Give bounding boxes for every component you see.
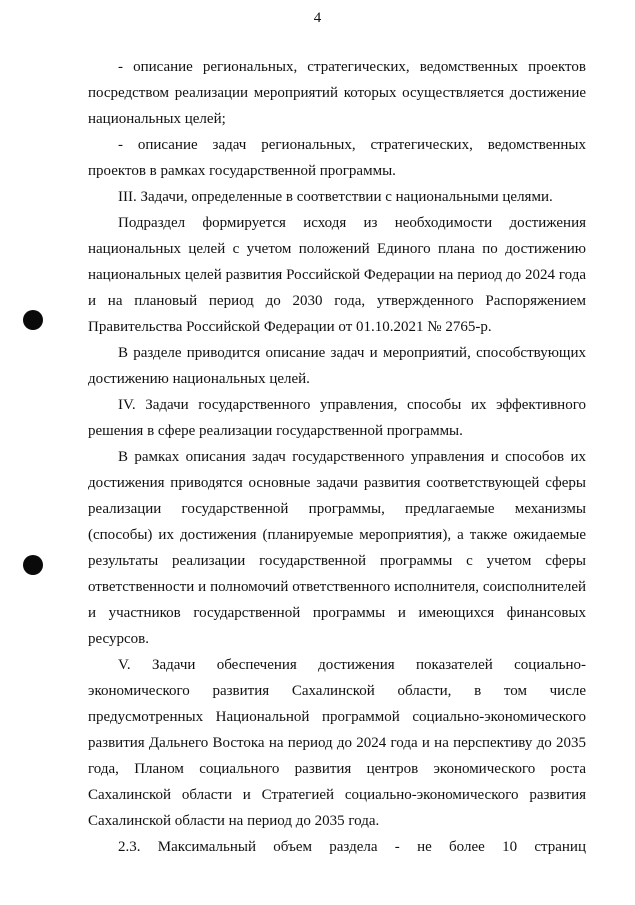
section-heading: IV. Задачи государственного управления, способы их эффективного bbox=[118, 397, 586, 413]
text-line: и на плановый период до 2030 года, утвержденного Распоряжением bbox=[88, 293, 586, 309]
text-line: достижению национальных целей. bbox=[88, 371, 310, 387]
text-line: национальных целей с учетом положений Единого плана по достижению bbox=[88, 241, 586, 257]
text-line: национальных целей; bbox=[88, 111, 226, 127]
text-line: реализации государственной программы, предлагаемые механизмы bbox=[88, 501, 586, 517]
text-line: предусмотренных Национальной программой социально-экономического bbox=[88, 709, 586, 725]
text-line: Подраздел формируется исходя из необходимости достижения bbox=[118, 215, 586, 231]
text-line: ответственности и полномочий ответственного исполнителя, соисполнителей bbox=[88, 579, 586, 595]
section-heading: III. Задачи, определенные в соответствии с национальными целями. bbox=[118, 189, 553, 205]
text-line: результаты реализации государственной программы с учетом сферы bbox=[88, 553, 586, 569]
text-line: - описание задач региональных, стратегических, ведомственных bbox=[118, 137, 586, 153]
punch-hole bbox=[23, 310, 43, 330]
text-line: проектов в рамках государственной программы. bbox=[88, 163, 396, 179]
text-line: экономического развития Сахалинской области, в том числе bbox=[88, 683, 586, 699]
text-line: В рамках описания задач государственного управления и способов их bbox=[118, 449, 586, 465]
text-line: Сахалинской области и Стратегией социально-экономического развития bbox=[88, 787, 586, 803]
text-line: В разделе приводится описание задач и мероприятий, способствующих bbox=[118, 345, 586, 361]
section-heading: 2.3. Максимальный объем раздела - не более 10 страниц bbox=[118, 839, 586, 855]
text-line: развития Дальнего Востока на период до 2024 года и на перспективу до 2035 bbox=[88, 735, 586, 751]
text-line: ресурсов. bbox=[88, 631, 149, 647]
page-number: 4 bbox=[313, 10, 322, 26]
text-line: решения в сфере реализации государственной программы. bbox=[88, 423, 463, 439]
text-line: и участников государственной программы и имеющихся финансовых bbox=[88, 605, 586, 621]
text-line: - описание региональных, стратегических, ведомственных проектов bbox=[118, 59, 586, 75]
punch-hole bbox=[23, 555, 43, 575]
section-heading: V. Задачи обеспечения достижения показателей социально- bbox=[118, 657, 586, 673]
text-line: года, Планом социального развития центров экономического роста bbox=[88, 761, 586, 777]
text-line: национальных целей развития Российской Федерации на период до 2024 года bbox=[88, 267, 586, 283]
text-line: достижения приводятся основные задачи развития соответствующей сферы bbox=[88, 475, 586, 491]
text-line: (способы) их достижения (планируемые мероприятия), а также ожидаемые bbox=[88, 527, 586, 543]
text-line: посредством реализации мероприятий которых осуществляется достижение bbox=[88, 85, 586, 101]
text-line: Сахалинской области на период до 2035 года. bbox=[88, 813, 380, 829]
text-line: Правительства Российской Федерации от 01.10.2021 № 2765-р. bbox=[88, 319, 492, 335]
